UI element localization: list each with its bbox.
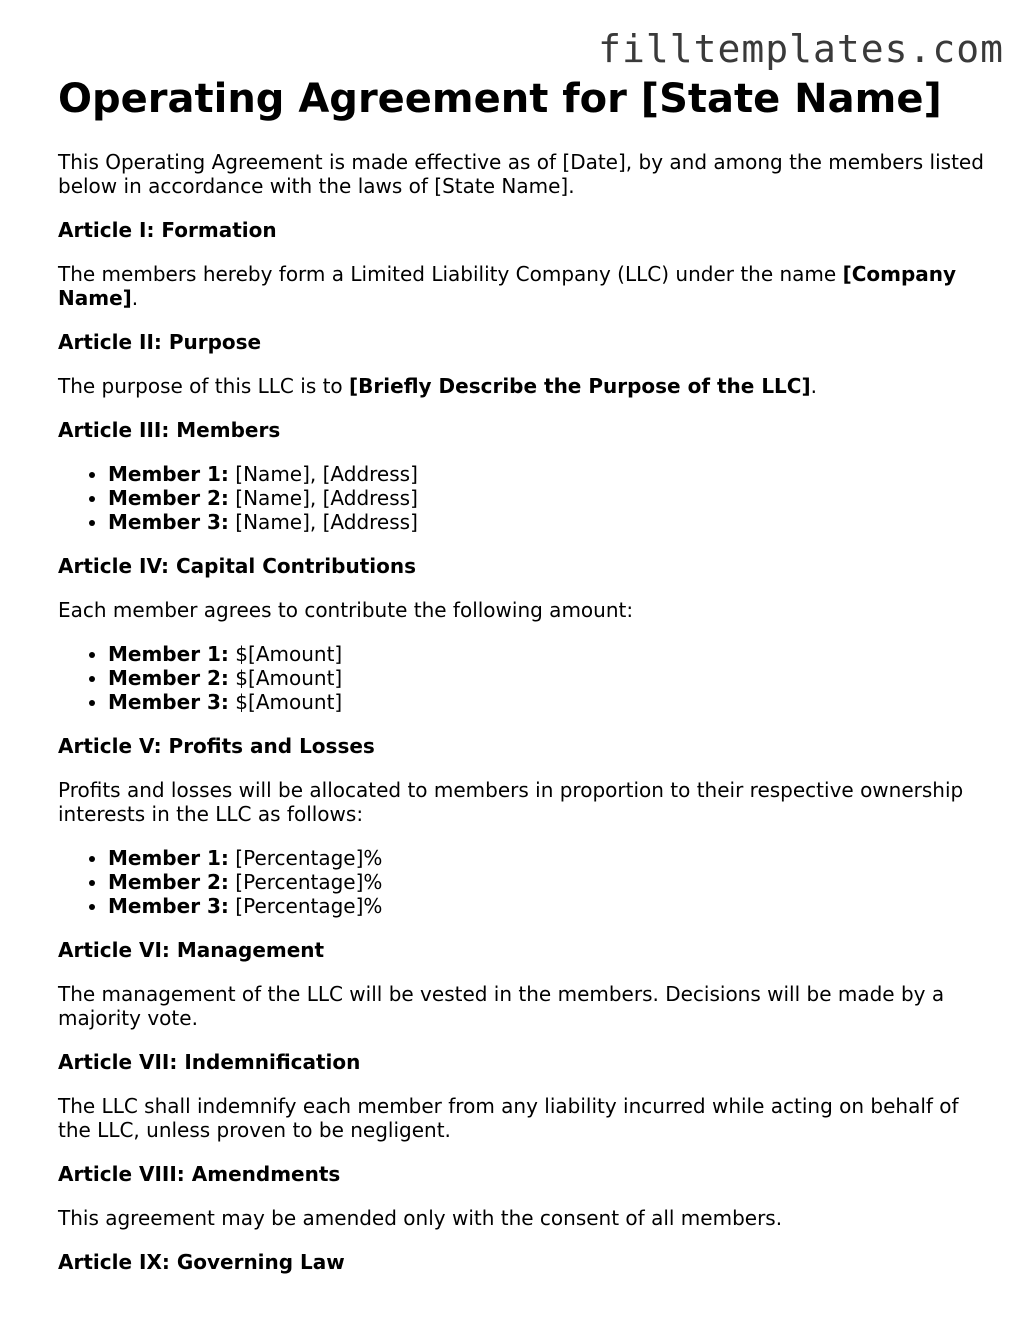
article-amendments-heading: Article VIII: Amendments [58,1162,341,1186]
intro-paragraph: This Operating Agreement is made effective as of [Date], by and among the members listed below in accordance with the laws of [State Name]. [58,150,984,198]
list-item: • Member 2: $[Amount] [108,666,988,690]
article-indemnification-heading: Article VII: Indemnification [58,1050,361,1074]
list-item: • Member 3: [Name], [Address] [108,510,988,534]
list-item: • Member 2: [Percentage]% [108,870,988,894]
article-capital-heading: Article IV: Capital Contributions [58,554,416,578]
article-amendments-text: This agreement may be amended only with the consent of all members. [58,1206,783,1230]
purpose-placeholder: [Briefly Describe the Purpose of the LLC] [349,374,811,398]
list-item: • Member 1: $[Amount] [108,642,988,666]
article-management-text: The management of the LLC will be vested in the members. Decisions will be made by a majority vote. [58,982,945,1030]
watermark: filltemplates.com [598,27,1004,71]
article-profits-text: Profits and losses will be allocated to members in proportion to their respective ownership interests in the LLC as follows: [58,778,964,826]
article-governing-law-heading: Article IX: Governing Law [58,1250,345,1274]
list-item: • Member 3: [Percentage]% [108,894,988,918]
document [58,76,988,1274]
article-formation-text: The members hereby form a Limited Liability Company (LLC) under the name [Company Name]. [58,262,957,310]
article-members-heading: Article III: Members [58,418,281,442]
capital-list [58,642,988,714]
members-list [58,462,988,534]
article-formation-heading: Article I: Formation [58,218,277,242]
article-management-heading: Article VI: Management [58,938,325,962]
list-item: • Member 3: $[Amount] [108,690,988,714]
document-title: Operating Agreement for [State Name] [58,76,942,122]
article-purpose-text: The purpose of this LLC is to [Briefly Describe the Purpose of the LLC]. [58,374,817,398]
article-indemnification-text: The LLC shall indemnify each member from any liability incurred while acting on behalf of the LLC, unless proven to be negligent. [58,1094,959,1142]
article-profits-heading: Article V: Profits and Losses [58,734,375,758]
article-purpose-heading: Article II: Purpose [58,330,262,354]
company-name-placeholder: [Company Name] [58,262,957,310]
list-item: • Member 1: [Name], [Address] [108,462,988,486]
article-capital-text: Each member agrees to contribute the following amount: [58,598,634,622]
profits-list [58,846,988,918]
list-item: • Member 2: [Name], [Address] [108,486,988,510]
list-item: • Member 1: [Percentage]% [108,846,988,870]
